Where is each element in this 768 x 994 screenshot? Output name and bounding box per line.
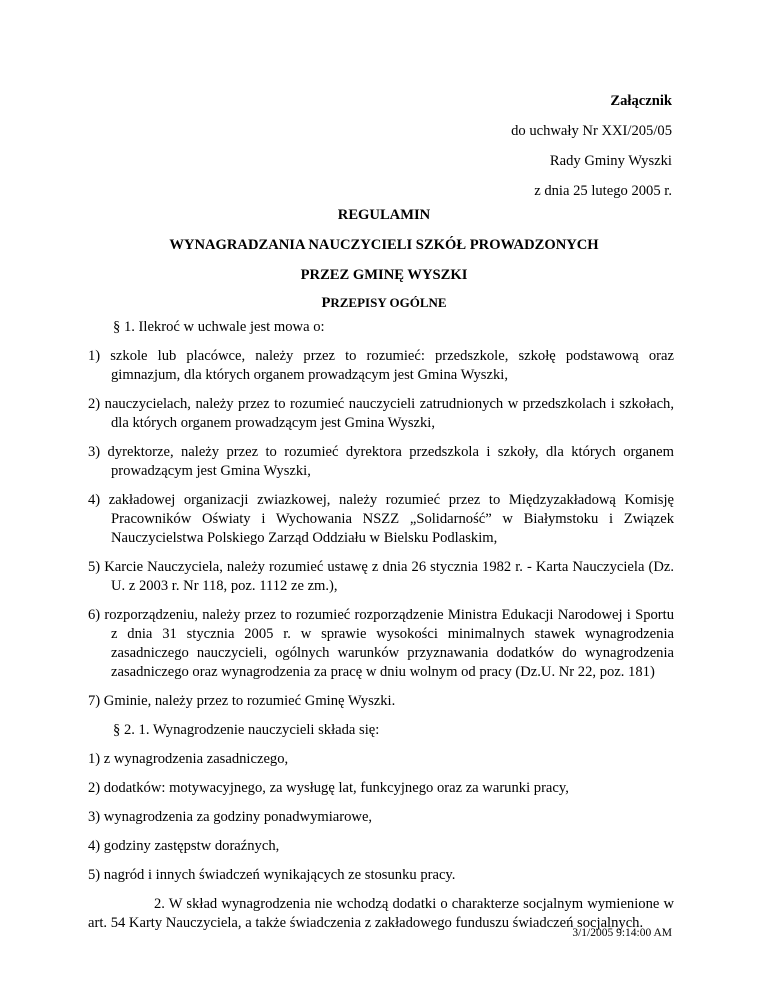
- section-heading-initial: P: [321, 295, 331, 311]
- definition-item: 1) szkole lub placówce, należy przez to rozumieć: przedszkole, szkołę podstawową oraz gimnazjum, dla których organem prowadzącym jest Gmina Wyszki,: [88, 348, 674, 383]
- salary-component-item: 3) wynagrodzenia za godziny ponadwymiarowe,: [88, 809, 373, 825]
- resolution-date: z dnia 25 lutego 2005 r.: [534, 183, 672, 199]
- document-title: [0, 200, 768, 290]
- paragraph-2-point-2: 2. W skład wynagrodzenia nie wchodzą dodatki o charakterze socjalnym wymienione w art. 54 Karty Nauczyciela, a także świadczenia z zakładowego funduszu świadczeń socjalnych.: [88, 896, 674, 931]
- salary-component-item: 1) z wynagrodzenia zasadniczego,: [88, 751, 289, 767]
- salary-component-item: 5) nagród i innych świadczeń wynikających ze stosunku pracy.: [88, 867, 456, 883]
- title-line-3: PRZEZ GMINĘ WYSZKI: [300, 267, 468, 283]
- definition-item: 6) rozporządzeniu, należy przez to rozumieć rozporządzenie Ministra Edukacji Narodowej i Sportu z dnia 31 stycznia 2005 r. w sprawie wysokości minimalnych stawek wynagrodzenia zasadniczego nauczycieli, ogólnych warunków przyznawania dodatków do wynagrodzenia zasadniczego oraz wynagrodzenia za pracę w dniu wolnym od pracy (Dz.U. Nr 22, poz. 181): [88, 607, 674, 680]
- document-body: [88, 318, 674, 933]
- title-line-2: WYNAGRADZANIA NAUCZYCIELI SZKÓŁ PROWADZONYCH: [169, 237, 599, 253]
- footer-timestamp: 3/1/2005 9:14:00 AM: [572, 927, 672, 939]
- salary-component-item: 2) dodatków: motywacyjnego, za wysługę lat, funkcyjnego oraz za warunki pracy,: [88, 780, 569, 796]
- section-heading-word2: OGÓLNE: [389, 295, 447, 310]
- definition-item: 3) dyrektorze, należy przez to rozumieć dyrektora przedszkola i szkoły, dla których organem prowadzącym jest Gmina Wyszki,: [88, 444, 674, 479]
- definition-item: 2) nauczycielach, należy przez to rozumieć nauczycieli zatrudnionych w przedszkolach i szkołach, dla których organem prowadzącym jest Gmina Wyszki,: [88, 396, 674, 431]
- paragraph-2-intro: § 2. 1. Wynagrodzenie nauczycieli składa się:: [113, 722, 380, 738]
- attachment-header: [511, 86, 672, 206]
- salary-component-item: 4) godziny zastępstw doraźnych,: [88, 838, 280, 854]
- definition-item: 4) zakładowej organizacji zwiazkowej, należy rozumieć przez to Międzyzakładową Komisję Pracowników Oświaty i Wychowania NSZZ „Solidarność” w Białymstoku i Związek Nauczycielstwa Polskiego Zarząd Oddziału w Bielsku Podlaskim,: [88, 492, 674, 546]
- definition-item: 7) Gminie, należy przez to rozumieć Gminę Wyszki.: [88, 693, 396, 709]
- council-name: Rady Gminy Wyszki: [549, 153, 672, 169]
- resolution-number: do uchwały Nr XXI/205/05: [511, 123, 672, 139]
- title-line-1: REGULAMIN: [337, 207, 431, 223]
- attachment-label: Załącznik: [610, 93, 672, 109]
- section-heading: [0, 293, 768, 313]
- definition-item: 5) Karcie Nauczyciela, należy rozumieć ustawę z dnia 26 stycznia 1982 r. - Karta Nauczyciela (Dz. U. z 2003 r. Nr 118, poz. 1112 ze zm.),: [88, 559, 674, 594]
- section-heading-rest: RZEPISY: [330, 295, 387, 310]
- paragraph-1-intro: § 1. Ilekroć w uchwale jest mowa o:: [113, 319, 325, 335]
